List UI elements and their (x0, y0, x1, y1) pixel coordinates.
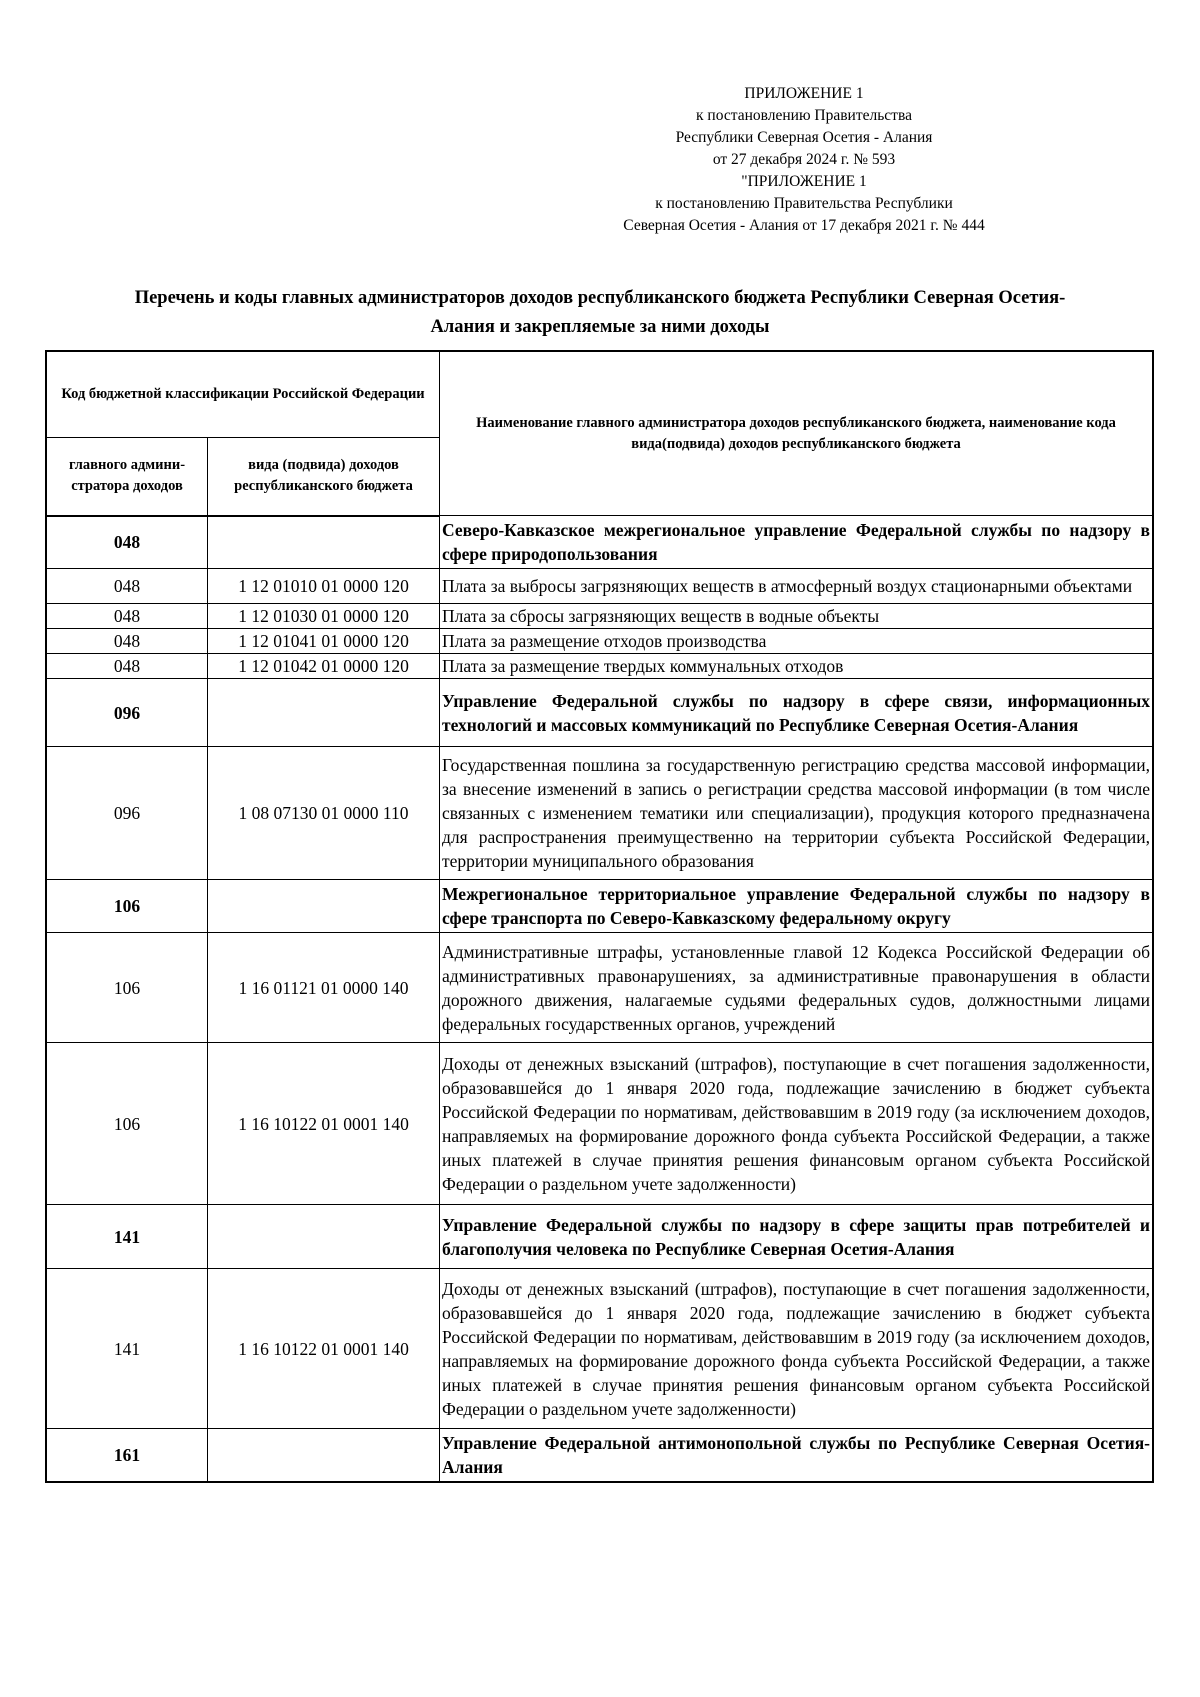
revenue-name-cell: Межрегиональное территориальное управление Федеральной службы по надзору в сфере транспорта по Северо-Кавказскому федеральному округу (440, 880, 1153, 933)
admin-code-cell: 048 (47, 629, 208, 654)
revenue-name-cell: Государственная пошлина за государственную регистрацию средства массовой информации, за внесение изменений в запись о регистрации средства массовой информации (в том числе связанных с изменением тематики или специализации), продукция которого предназначена для распространения преимущественно на территории субъекта Российской Федерации, территории муниципального образования (440, 747, 1153, 880)
header-line: Республики Северная Осетия - Алания (675, 129, 933, 146)
admin-code-cell: 096 (47, 747, 208, 880)
revenue-name-cell: Управление Федеральной антимонопольной службы по Республике Северная Осетия-Алания (440, 1429, 1153, 1482)
header-line: к постановлению Правительства Республики (655, 195, 953, 212)
revenue-code-cell: 1 12 01010 01 0000 120 (208, 569, 440, 604)
revenue-name-cell: Северо-Кавказское межрегиональное управление Федеральной службы по надзору в сфере природопользования (440, 516, 1153, 569)
admin-code-cell: 106 (47, 1043, 208, 1205)
revenue-name-cell: Доходы от денежных взысканий (штрафов), поступающие в счет погашения задолженности, образовавшейся до 1 января 2020 года, подлежащие зачислению в бюджет субъекта Российской Федерации по нормативам, действовавшим в 2019 году (за исключением доходов, направляемых на формирование дорожного фонда субъекта Российской Федерации, а также иных платежей в случае принятия решения финансовым органом субъекта Российской Федерации о раздельном учете задолженности) (440, 1269, 1153, 1429)
table-row (47, 933, 1153, 1043)
admin-code-cell: 161 (47, 1429, 208, 1482)
approval-header (540, 83, 1068, 237)
revenue-code-cell: 1 16 10122 01 0001 140 (208, 1269, 440, 1429)
admin-row (47, 516, 1153, 569)
admin-code-cell: 141 (47, 1269, 208, 1429)
revenue-code-cell (208, 516, 440, 569)
revenue-code-cell: 1 12 01041 01 0000 120 (208, 629, 440, 654)
revenue-name-cell: Административные штрафы, установленные главой 12 Кодекса Российской Федерации об административных правонарушениях, за административные правонарушения в области дорожного движения, налагаемые судьями федеральных судов, должностными лицами федеральных государственных органов, учреждений (440, 933, 1153, 1043)
header-line: "ПРИЛОЖЕНИЕ 1 (741, 173, 867, 190)
table-row (47, 747, 1153, 880)
revenue-name-cell: Плата за сбросы загрязняющих веществ в водные объекты (440, 604, 1153, 629)
revenue-code-cell: 1 08 07130 01 0000 110 (208, 747, 440, 880)
admin-code-cell: 048 (47, 654, 208, 679)
table-row (47, 1269, 1153, 1429)
admin-code-cell: 141 (47, 1205, 208, 1269)
table-row (47, 1043, 1153, 1205)
admin-row (47, 679, 1153, 747)
revenue-name-cell: Плата за выбросы загрязняющих веществ в атмосферный воздух стационарными объектами (440, 569, 1153, 604)
document-title (60, 284, 1140, 342)
header-budget-classification: Код бюджетной классификации Российской Федерации (47, 352, 440, 438)
revenue-name-cell: Доходы от денежных взысканий (штрафов), поступающие в счет погашения задолженности, образовавшейся до 1 января 2020 года, подлежащие зачислению в бюджет субъекта Российской Федерации по нормативам, действовавшим в 2019 году (за исключением доходов, направляемых на формирование дорожного фонда субъекта Российской Федерации, а также иных платежей в случае принятия решения финансовым органом субъекта Российской Федерации о раздельном учете задолженности) (440, 1043, 1153, 1205)
title-line-1: Перечень и коды главных администраторов доходов республиканского бюджета Республики Северная Осетия- (134, 288, 1066, 308)
title-line-2: Алания и закрепляемые за ними доходы (430, 317, 770, 337)
revenue-code-cell: 1 12 01042 01 0000 120 (208, 654, 440, 679)
header-revenue-type-column: вида (подвида) доходов республиканского бюджета (208, 438, 440, 516)
admin-row (47, 1429, 1153, 1482)
admin-row (47, 880, 1153, 933)
table-row (47, 629, 1153, 654)
header-line: ПРИЛОЖЕНИЕ 1 (744, 85, 864, 102)
admin-code-cell: 048 (47, 516, 208, 569)
admin-code-cell: 106 (47, 933, 208, 1043)
revenue-code-cell: 1 12 01030 01 0000 120 (208, 604, 440, 629)
revenue-name-cell: Управление Федеральной службы по надзору в сфере связи, информационных технологий и массовых коммуникаций по Республике Северная Осетия-Алания (440, 679, 1153, 747)
admin-code-cell: 106 (47, 880, 208, 933)
header-line: к постановлению Правительства (696, 107, 912, 124)
revenue-code-cell (208, 1205, 440, 1269)
revenue-code-cell: 1 16 01121 01 0000 140 (208, 933, 440, 1043)
header-admin-code-column: главного админи-стратора доходов (47, 438, 208, 516)
header-line: Северная Осетия - Алания от 17 декабря 2021 г. № 444 (623, 217, 985, 234)
revenue-name-cell: Управление Федеральной службы по надзору в сфере защиты прав потребителей и благополучия человека по Республике Северная Осетия-Алания (440, 1205, 1153, 1269)
admin-code-cell: 048 (47, 604, 208, 629)
revenue-administrators-table (46, 351, 1153, 1482)
table-body (47, 516, 1153, 1482)
table-row (47, 569, 1153, 604)
revenue-name-cell: Плата за размещение твердых коммунальных отходов (440, 654, 1153, 679)
admin-row (47, 1205, 1153, 1269)
header-name-column: Наименование главного администратора доходов республиканского бюджета, наименование кода вида(подвида) доходов республиканского бюджета (440, 352, 1153, 516)
revenue-code-cell (208, 1429, 440, 1482)
revenue-code-cell: 1 16 10122 01 0001 140 (208, 1043, 440, 1205)
admin-code-cell: 096 (47, 679, 208, 747)
revenue-name-cell: Плата за размещение отходов производства (440, 629, 1153, 654)
revenue-code-cell (208, 679, 440, 747)
header-line: от 27 декабря 2024 г. № 593 (712, 151, 896, 168)
admin-code-cell: 048 (47, 569, 208, 604)
table-row (47, 604, 1153, 629)
table-row (47, 654, 1153, 679)
revenue-code-cell (208, 880, 440, 933)
